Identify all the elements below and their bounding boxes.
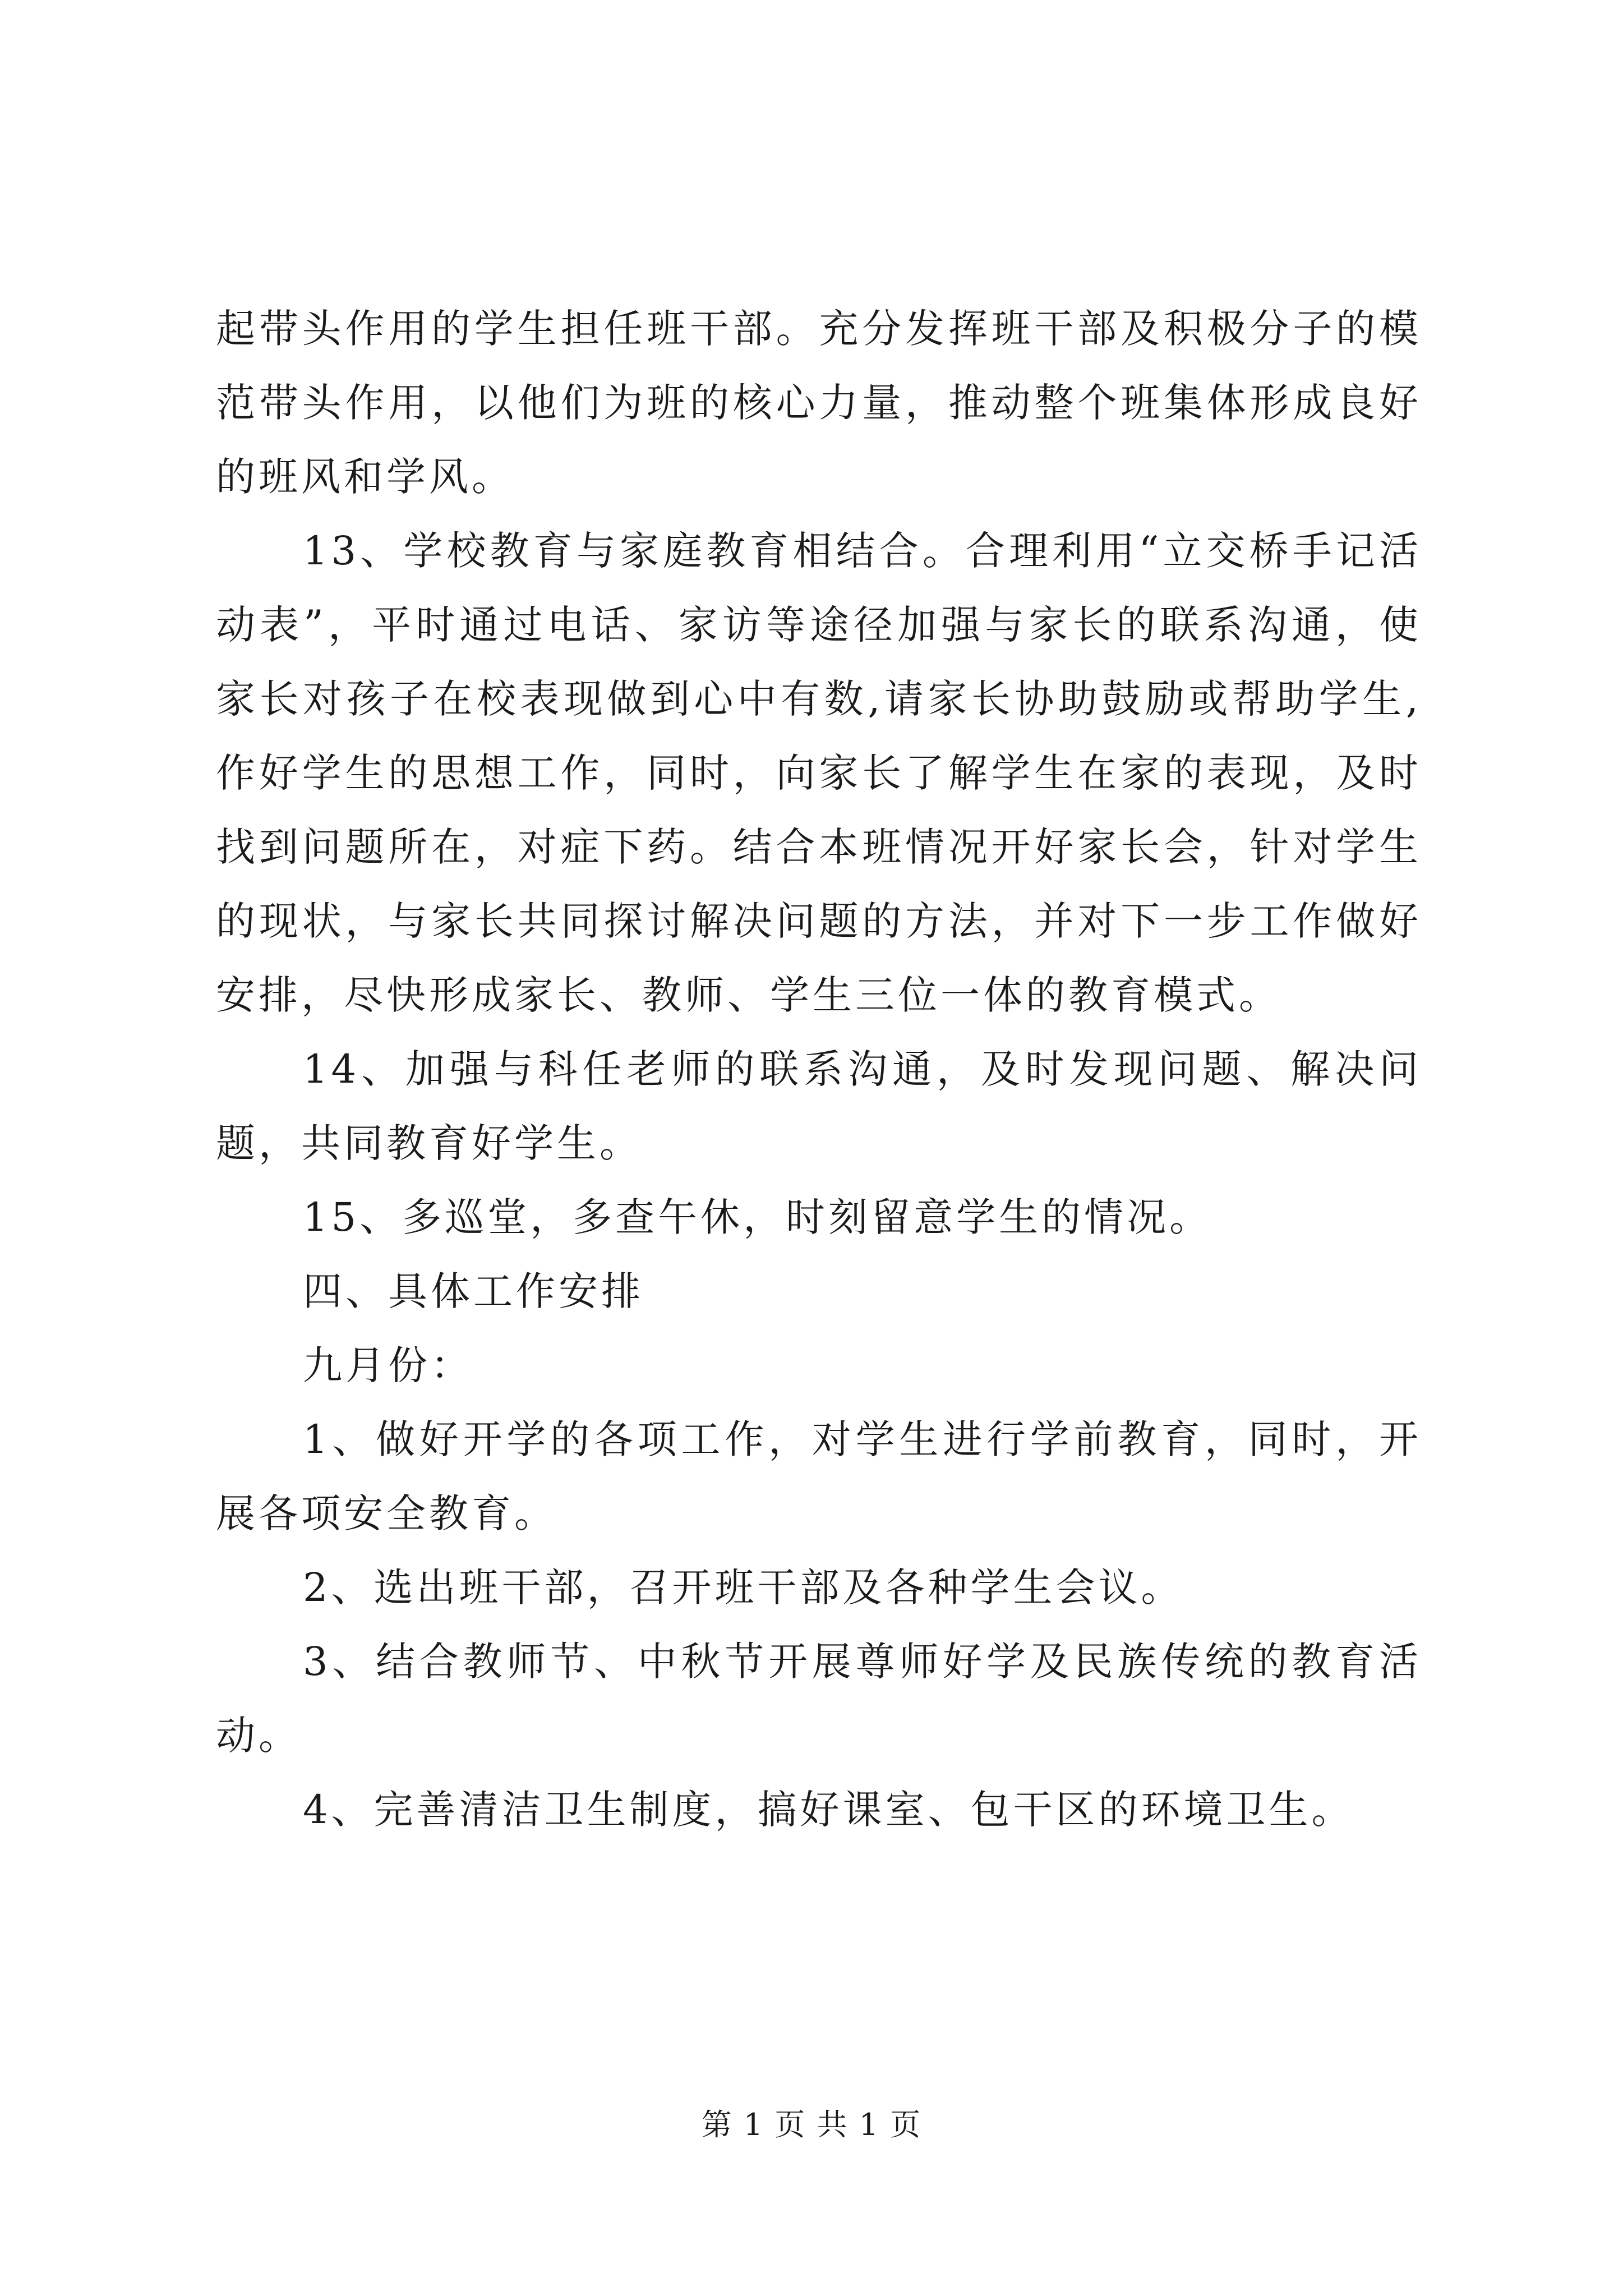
- document-body: [216, 292, 1422, 1847]
- section-heading: 四、具体工作安排: [303, 1268, 644, 1314]
- page-number-footer: 第 1 页 共 1 页: [701, 2107, 922, 2142]
- paragraph-task-4: 4、完善清洁卫生制度，搞好课室、包干区的环境卫生。: [303, 1787, 1354, 1833]
- month-heading: 九月份：: [303, 1342, 473, 1388]
- paragraph-task-1: 1、做好开学的各项工作，对学生进行学前教育，同时，开展各项安全教育。: [216, 1416, 1422, 1536]
- paragraph-item-13: 13、学校教育与家庭教育相结合。合理利用“立交桥手记活动表”，平时通过电话、家访等途径加强与家长的联系沟通，使家长对孩子在校表现做到心中有数,请家长协助鼓励或帮助学生,作好学生的思想工作，同时，向家长了解学生在家的表现，及时找到问题所在，对症下药。结合本班情况开好家长会，针对学生的现状，与家长共同探讨解决问题的方法，并对下一步工作做好安排，尽快形成家长、教师、学生三位一体的教育模式。: [216, 528, 1422, 1018]
- paragraph-item-14: 14、加强与科任老师的联系沟通，及时发现问题、解决问题，共同教育好学生。: [216, 1046, 1422, 1166]
- paragraph-continued: 起带头作用的学生担任班干部。充分发挥班干部及积极分子的模范带头作用，以他们为班的核心力量，推动整个班集体形成良好的班风和学风。: [216, 306, 1422, 500]
- paragraph-task-3: 3、结合教师节、中秋节开展尊师好学及民族传统的教育活动。: [216, 1639, 1422, 1759]
- paragraph-item-15: 15、多巡堂，多查午休，时刻留意学生的情况。: [303, 1194, 1212, 1240]
- paragraph-task-2: 2、选出班干部，召开班干部及各种学生会议。: [303, 1565, 1184, 1611]
